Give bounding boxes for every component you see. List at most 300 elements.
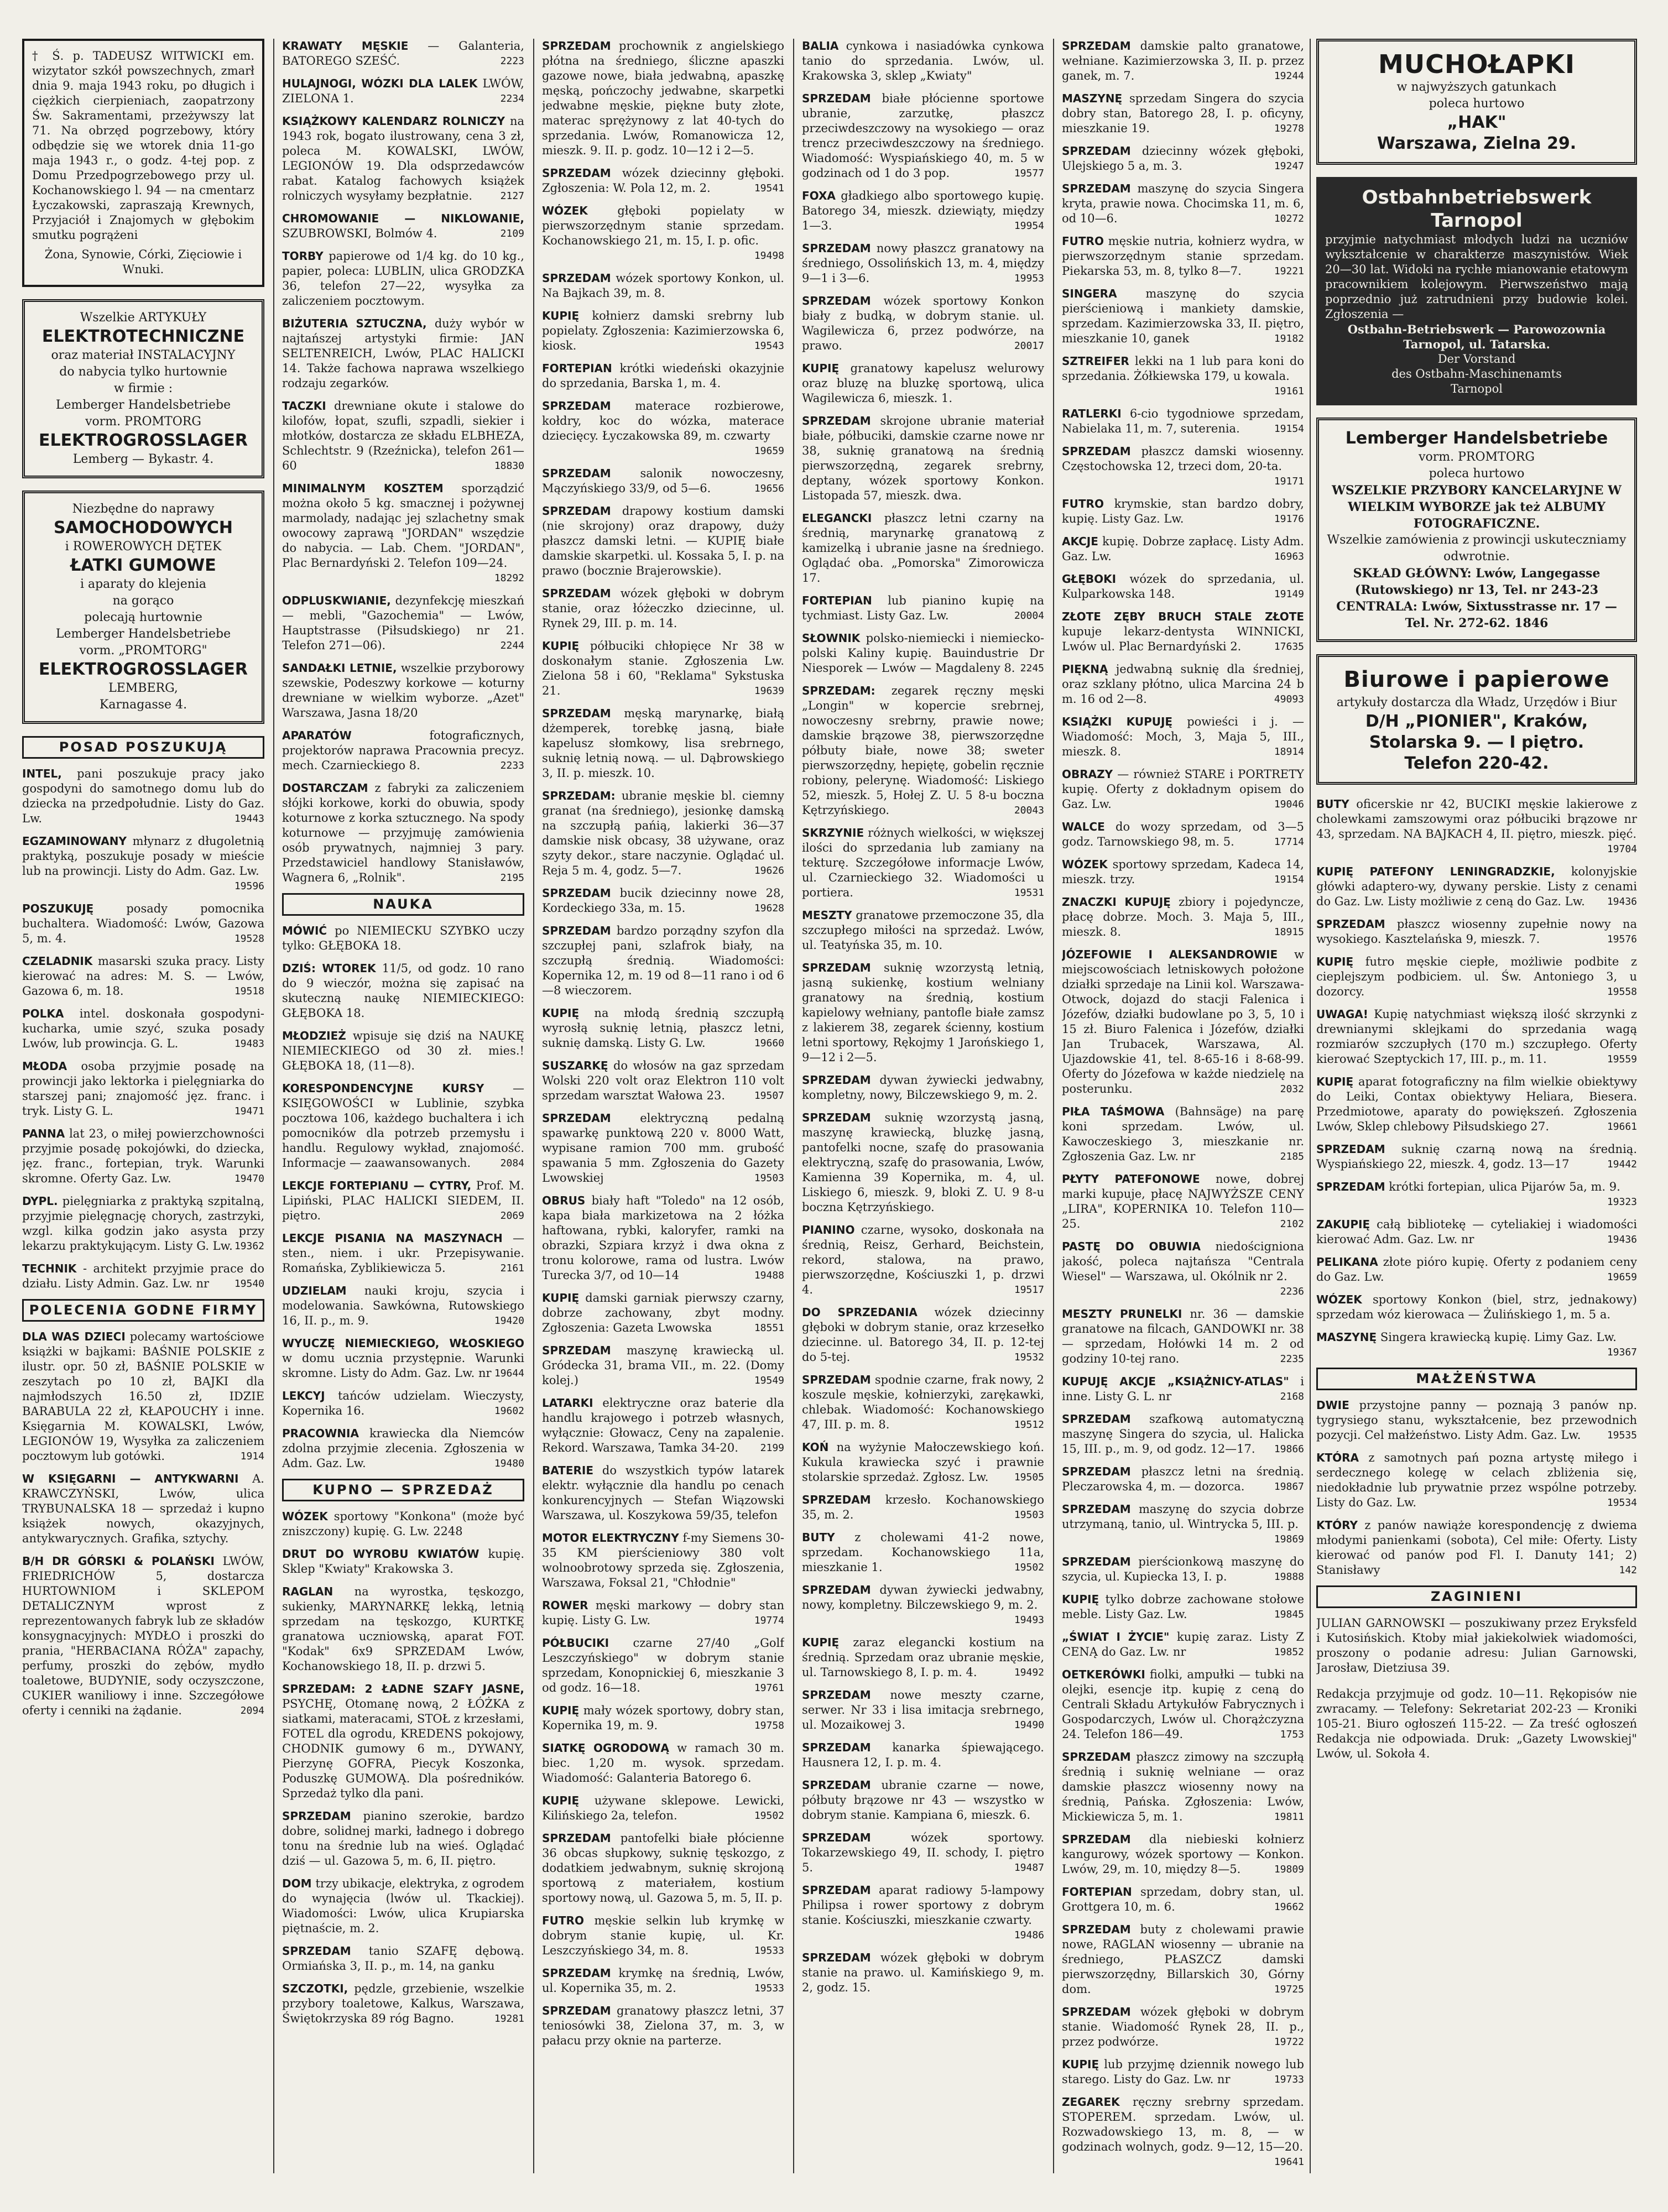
classified-ad xyxy=(802,1950,1044,1995)
ad-text: - architekt przyjmie prace do działu. Listy Admin. Gaz. Lw. nr xyxy=(22,1262,264,1290)
ad-text: białe płócienne sportowe ubranie, zarzutkę, płaszcz przeciwdeszczowy na wysokiego — oraz trencz przeciwdeszczowy na średniego. Wiadomość: Wyspiańskiego 40, m. 5 w godzinach od 1 do 3 pop. xyxy=(802,92,1044,180)
classified-ad xyxy=(22,834,264,894)
ad-number: 19532 xyxy=(1014,1352,1044,1363)
ad-keyword: AKCJE xyxy=(1062,535,1098,548)
section-zaginieni: ZAGINIENI xyxy=(1316,1585,1637,1608)
ad-keyword: KUPIĘ xyxy=(802,362,840,375)
classified-ad xyxy=(1062,1502,1304,1547)
classified-ad xyxy=(542,1703,784,1733)
column-6 xyxy=(1316,39,1637,2173)
ad-text: zbiory i pojedyncze, płacę dobrze. Moch. 3. Maja 5, III., mieszk. 8. xyxy=(1062,895,1304,938)
classified-ad xyxy=(1316,917,1637,947)
ad-number: 2234 xyxy=(500,93,524,105)
ad-keyword: SUSZARKĘ xyxy=(542,1059,608,1072)
ad-text: na młodą średnią szczupłą wyrosłą suknię letnią, płaszcz letni, suknię damską. Listy G. Lw. xyxy=(542,1006,784,1050)
ad-text: — sten., niem. i ukr. Przepisywanie. Romańska, Zyblikiewicza 5. xyxy=(282,1232,524,1275)
classified-ad xyxy=(1062,39,1304,84)
ad-text: mały wózek sportowy, dobry stan, Kopernika 19, m. 9. xyxy=(542,1704,784,1732)
display-ad-line: ŁATKI GUMOWE xyxy=(70,556,216,575)
ad-number: 2185 xyxy=(1280,1151,1304,1162)
classified-ad xyxy=(802,1110,1044,1215)
ad-number: 19602 xyxy=(494,1405,524,1417)
ad-keyword: SPRZEDAM xyxy=(542,924,611,937)
ad-keyword: SPRZEDAM xyxy=(542,166,611,180)
ad-keyword: SPRZEDAM xyxy=(282,1809,351,1823)
ad-text: męskie nutria, kołnierz wydra, w pierwszorzędnym stanie sprzedam. Piekarska 53, m. 8, tylko 8—7. xyxy=(1062,234,1304,278)
classified-ad xyxy=(1062,1412,1304,1457)
column-1 xyxy=(22,39,264,2173)
classified-ad xyxy=(1062,947,1304,1097)
ad-text: jedwabną suknię dla średniej, oraz szklany płótno, ulica Marcina 24 b m. 16 od 2—8. xyxy=(1062,662,1304,706)
ad-text: Kupię natychmiast większą ilość skrzynki z drewnianymi sklejkami do sprzedania wagą rozmiarów szczupłych (170 m.) szczupłego. Oferty kierować Szeptyckich 17, III. p., m. 11. xyxy=(1316,1008,1637,1066)
ad-keyword: BUTY xyxy=(802,1531,835,1544)
classified-ad xyxy=(802,294,1044,353)
ostbahn-title: Ostbahnbetriebswerk xyxy=(1362,186,1592,208)
ad-text: spodnie czarne, frak nowy, 2 koszule męskie, kołnierzyki, zarękawki, chlebak. Wiadomość: Kochanowskiego 47, III. p. m. 8. xyxy=(802,1373,1044,1431)
ad-number: 19533 xyxy=(754,1983,784,1994)
ad-number: 19518 xyxy=(234,985,264,997)
ad-number: 19490 xyxy=(1014,1719,1044,1731)
ad-number: 18551 xyxy=(754,1322,784,1334)
ad-number: 2069 xyxy=(500,1210,524,1222)
ad-text: fiolki, ampułki — tubki na olejki, esencje itp. kupię z ceną do Centrali Składu Artykułów Fabrycznych i Gospodarczych, Lwów ul. Chorążczyzna 24. Telefon 186—49. xyxy=(1062,1668,1304,1741)
ad-number: 19470 xyxy=(234,1173,264,1185)
ad-keyword: RAGLAN xyxy=(282,1585,333,1598)
classified-ad xyxy=(22,1472,264,1546)
ad-keyword: WÓZEK xyxy=(1316,1293,1362,1306)
ad-number: 2127 xyxy=(500,190,524,202)
ad-text: elektryczną pedalną spawarkę punktową 220 v. 8000 Watt, wypisane ramion 700 mm. grubość spawania 5 mm. Zgłoszenia do Gazety Lwowskiej xyxy=(542,1112,784,1185)
ad-keyword: SPRZEDAM xyxy=(802,961,871,974)
classified-ad xyxy=(282,1509,524,1539)
display-ad-line: SAMOCHODOWYCH xyxy=(53,518,233,538)
classified-ad xyxy=(1316,1074,1637,1134)
ad-text: drapowy kostium damski (nie skrojony) oraz drapowy, duży płaszcz damski letni. — KUPIĘ białe damskie skarpetki. ul. Kossaka 5, I. p. na prawo (bocznie Brajerowskie). xyxy=(542,504,784,577)
classified-ad xyxy=(1062,444,1304,489)
ad-number: 19281 xyxy=(494,2013,524,2025)
ad-keyword: TORBY xyxy=(282,249,324,263)
ad-text: biały haft "Toledo" na 12 osób, kapa biała markizetowa na 2 łóżka haftowana, rybki, kaloryfer, ramki na obrazki, Szpiara krzyż i dwa okna z tronu kolorowe, rama od lustra. Lwów Turecka 3/7, od 10—14 xyxy=(542,1194,784,1282)
ostbahn-ad xyxy=(1316,177,1637,405)
ad-number: 19498 xyxy=(754,250,784,262)
display-ad-line: w firmie : xyxy=(113,382,173,395)
ad-text: powieści i j. — Wiadomość: Moch, 3, Maja 5, III., mieszk. 8. xyxy=(1062,715,1304,758)
mucholapki-line: poleca hurtowo xyxy=(1429,97,1525,111)
ad-keyword: LEKCYJ xyxy=(282,1389,325,1402)
ad-keyword: UDZIELAM xyxy=(282,1284,347,1297)
ad-text: złote pióro kupię. Oferty z podaniem ceny do Gaz. Lw. xyxy=(1316,1255,1637,1284)
ad-keyword: TECHNIK xyxy=(22,1262,77,1275)
classified-ad xyxy=(282,39,524,69)
classified-ad xyxy=(1062,1374,1304,1404)
ad-keyword: TACZKI xyxy=(282,399,326,413)
classified-ad xyxy=(282,1426,524,1471)
section-nauka: NAUKA xyxy=(282,893,524,916)
classified-ad xyxy=(282,961,524,1021)
ad-text: tylko dobrze zachowane stołowe meble. Listy Gaz. Lw. xyxy=(1062,1593,1304,1621)
classified-ad xyxy=(22,1329,264,1464)
ad-number: 19323 xyxy=(1607,1196,1637,1208)
classified-ad xyxy=(802,1440,1044,1485)
ad-number: 19869 xyxy=(1274,1533,1304,1545)
ad-text: maszynę do szycia pierścieniową i mankiety damskie, sprzedam. Kazimierzowska 33, II. piętro, mieszkanie 10, ganek xyxy=(1062,287,1304,345)
ad-number: 19436 xyxy=(1607,1234,1637,1245)
ostbahn-body: przyjmie natychmiast młodych ludzi na uczniów wykształcenie w charakterze maszynistów. Wiek 20—30 lat. Widoki na rychłe mianowanie etatowym pracownikiem kolejowym. Pierwszeństwo mają poprzednio już zatrudnieni przy budowie kolei. Zgłoszenia — xyxy=(1325,233,1628,321)
classified-ad xyxy=(282,114,524,204)
display-ad-line: na gorąco xyxy=(112,594,174,608)
ad-text: papierowe od 1/4 kg. do 10 kg., papier, poleca: LUBLIN, ulica GRODZKA 36, telefon 27—22, wysyłka za zaliczeniem pocztowym. xyxy=(282,249,524,307)
ad-number: 19278 xyxy=(1274,123,1304,134)
classified-ad xyxy=(282,211,524,241)
ad-text: pantofelki białe płócienne 36 obcas słupkowy, suknię tęskozgo, z dodatkiem jedwabnym, suknię skrojoną sportową z materiałem, kostium sportowy nową, ul. Gazowa 5, m. 5, II. p. xyxy=(542,1832,784,1905)
ad-number: 19661 xyxy=(1607,1121,1637,1133)
ad-text: wózek dziecinny głęboki. Zgłoszenia: W. Pola 12, m. 2. xyxy=(542,166,784,195)
ad-keyword: MŁODZIEŻ xyxy=(282,1029,346,1042)
ad-keyword: ZEGAREK xyxy=(1062,2095,1120,2109)
ad-text: sportowy sprzedam, Kadeca 14, mieszk. trzy. xyxy=(1062,858,1304,886)
ad-keyword: SPRZEDAM xyxy=(542,39,611,53)
ad-number: 2168 xyxy=(1280,1391,1304,1402)
classified-ad xyxy=(1316,1255,1637,1285)
ad-text: drewniane okute i stalowe do kilofów, łopat, szufli, szpadli, siekier i młotków, dostarcza ze składu ELBHEZA, Schlechtstr. 9 (Rzeźnicka), telefon 261—60 xyxy=(282,399,524,472)
classified-ad xyxy=(802,1373,1044,1432)
display-ad-line: Lemberg — Bykastr. 4. xyxy=(72,452,214,466)
ad-text: męskie selkin lub krymkę w dobrym stanie kupię, ul. Kr. Leszczyńskiego 34, m. 8. xyxy=(542,1914,784,1957)
classified-ad xyxy=(1062,609,1304,654)
ad-text: prochownik z angielskiego płótna na średniego, śliczne apaszki gazowe nowe, biała jedwabną, apaszkę męską, pończochy jedwabne, skarpetki jedwabne męskie, piękne buty złote, materac sprężynowy z lat 40-tych do sprzedania. Lwów, Romanowicza 12, mieszk. 9. II. p. godz. 10—12 i 2—5. xyxy=(542,39,784,157)
ad-text: płaszcz damski wiosenny. Częstochowska 12, trzeci dom, 20-ta. xyxy=(1062,445,1304,473)
ad-keyword: ZNACZKI KUPUJĘ xyxy=(1062,895,1171,909)
ad-number: 17714 xyxy=(1274,836,1304,848)
ad-text: z fabryki za zaliczeniem słójki korkowe, korki do obuwia, spody koturnowe z korka sztucznego. Na spody koturnowe — przyjmuję zamówienia osób prywatnych, najmniej 3 pary. Przedstawiciel handlowy Stanisławów, Wagnera 6, „Rolnik". xyxy=(282,781,524,884)
ad-number: 19541 xyxy=(754,182,784,194)
ad-number: 10272 xyxy=(1274,213,1304,225)
ad-text: całą bibliotekę — cyteliakiej i wiadomości kierować Adm. Gaz. Lw. nr xyxy=(1316,1218,1637,1246)
ad-keyword: „ŚWIAT I ŻYCIE" xyxy=(1062,1630,1170,1644)
ad-text: aparat radiowy 5-lampowy Philipsa i rower sportowy z dobrym stanie. Kościuszki, mieszkanie czwarty. xyxy=(802,1884,1044,1927)
classified-ad xyxy=(282,781,524,885)
ad-keyword: KUPIĘ xyxy=(542,639,580,653)
ad-keyword: SPRZEDAM xyxy=(802,1688,871,1702)
ad-keyword: SPRZEDAM xyxy=(1316,1180,1385,1193)
obituary-signature: Żona, Synowie, Córki, Zięciowie i Wnuki. xyxy=(44,248,242,276)
ad-text: wózek sportowy Konkon, ul. Na Bajkach 39, m. 8. xyxy=(542,272,784,300)
classified-ad xyxy=(802,1493,1044,1522)
ad-text: kupuje lekarz-dentysta WINNICKI, Lwów ul. Plac Bernardyński 2. xyxy=(1062,625,1304,653)
ad-text: tańców udzielam. Wieczysty, Kopernika 16. xyxy=(282,1389,524,1417)
ad-keyword: JÓZEFOWIE I ALEKSANDROWIE xyxy=(1062,948,1278,961)
column-3 xyxy=(542,39,784,2173)
ad-keyword: FORTEPIAN xyxy=(542,362,612,375)
classified-ad xyxy=(542,1058,784,1103)
ad-text: salonik nowoczesny, Mączyńskiego 33/9, od 5—6. xyxy=(542,467,784,495)
ad-keyword: MESZTY xyxy=(802,909,852,922)
classified-ad xyxy=(1062,767,1304,812)
ad-keyword: MASZYNĘ xyxy=(1062,92,1123,105)
section-polecenia: POLECENIA GODNE FIRMY xyxy=(22,1299,264,1322)
ad-number: 19660 xyxy=(754,1037,784,1049)
ad-text: młynarz z długoletnią praktyką, poszukuje posady w mieście lub na prowincji. Listy do Adm. Gaz. Lw. xyxy=(22,834,264,878)
ad-text: nr. 36 — damskie granatowe na filcach, GANDOWKI nr. 38 — sprzedam, Hołówki 14 m. 2 od godziny 10-tej rano. xyxy=(1062,1307,1304,1365)
ad-number: 18830 xyxy=(494,460,524,472)
ad-text: bardzo porządny szyfon dla szczupłej pani, szlafrok biały, na szczupłą średnią. Wiadomości: Kopernika 12, m. 19 od 8—11 rano i od 6—8 wieczorem. xyxy=(542,924,784,997)
ad-number: 19182 xyxy=(1274,333,1304,345)
ad-keyword: PANNA xyxy=(22,1127,65,1140)
ad-text: suknię wzorzystą jasną, maszynę krawiecką, bluzkę jasną, pantofelki nocne, szafę do prasowania elektryczną, szafę do prasowania, Lwów, Kamienna 39 Kopernika, m. 4, ul. Liskiego 6, mieszk. 9, bloki Z. U. 9 8-u boczna Kętrzyńskiego. xyxy=(802,1111,1044,1214)
ad-keyword: SPRZEDAM xyxy=(542,1966,611,1980)
ad-keyword: FUTRO xyxy=(1062,234,1104,248)
ad-keyword: SPRZEDAM xyxy=(802,1778,871,1792)
ad-keyword: KUPIĘ xyxy=(542,1794,580,1807)
classified-ad xyxy=(1316,954,1637,999)
ad-text: krótki fortepian, ulica Pijarów 5a, m. 9. xyxy=(1389,1180,1620,1193)
ad-text: gładkiego albo sportowego kupię. Batorego 34, mieszk. dziewiąty, między 1—3. xyxy=(802,189,1044,232)
ad-text: — KSIĘGOWOŚCI w Lublinie, szybka pocztowa 106, każdego buchaltera i ich pomocników dla potrzeb przemysłu i handlu. Regulowy wykład, znajomość. Informacje — zaawansowanych. xyxy=(282,1082,524,1170)
ad-text: przystojne panny — poznają 3 panów np. tygrysiego stanu, wykształcenie, bez przewodnich pozycji. Cel małżeństwo. Listy Adm. Gaz. Lw. xyxy=(1316,1399,1637,1442)
ad-number: 19443 xyxy=(234,813,264,825)
ad-number: 19540 xyxy=(234,1278,264,1290)
display-ad-line: Wszelkie ARTYKUŁY xyxy=(80,311,207,325)
ad-text: płaszcz zimowy na szczupłą średnią i suknię welniane — oraz damskie płaszcz wiosenny nowy na średnią, Pańska. Zgłoszenia: Lwów, Mickiewicza 5, m. 1. xyxy=(1062,1750,1304,1823)
classified-ad xyxy=(802,1688,1044,1733)
classified-ad xyxy=(282,481,524,586)
ad-keyword: PRACOWNIA xyxy=(282,1427,359,1440)
ad-keyword: CHROMOWANIE — NIKLOWANIE, xyxy=(282,212,524,225)
ad-number: 19154 xyxy=(1274,423,1304,435)
ad-text: granatowy płaszcz letni, 37 teniosówki 38, Zielona 37, m. 3, w pałacu przy oknie na parterze. xyxy=(542,2004,784,2047)
ad-text: fotograficznych, projektorów naprawa Pracownia precyz. mech. Czarnieckiego 8. xyxy=(282,729,524,772)
ad-text: na 1943 rok, bogato ilustrowany, cena 3 zł, poleca M. KOWALSKI, LWÓW, LEGIONÓW 19. Dla odsprzedawców rabat. Katalog fachowych książek rolniczych wysyłamy bezpłatnie. xyxy=(282,114,524,202)
classified-ad xyxy=(282,249,524,309)
ad-number: 19733 xyxy=(1274,2074,1304,2085)
ad-keyword: SPRZEDAM: xyxy=(542,789,616,802)
column-rule xyxy=(273,39,274,2173)
obituary-notice xyxy=(22,39,264,287)
classified-ad xyxy=(1316,1518,1637,1578)
lemberger-line: poleca hurtowo xyxy=(1429,467,1525,481)
classified-ad xyxy=(1062,1750,1304,1824)
ad-keyword: POLKA xyxy=(22,1007,64,1020)
ad-text: buty z cholewami prawie nowe, RAGLAN wiosenny — ubranie na średniego, PŁASZCZ damski pierwszorzędny, Billarskich 30, Górny dom. xyxy=(1062,1923,1304,1996)
ad-text: używane sklepowe. Lewicki, Kilińskiego 2a, telefon. xyxy=(542,1794,784,1822)
ad-number: 19596 xyxy=(234,880,264,892)
classified-ad xyxy=(802,414,1044,503)
ad-number: 19774 xyxy=(754,1615,784,1626)
ad-text: pierścionkową maszynę do szycia, ul. Kupiecka 13, I. p. xyxy=(1062,1555,1304,1583)
ad-number: 19533 xyxy=(754,1945,784,1957)
classified-ad xyxy=(282,1029,524,1073)
ad-text: krymskie, stan bardzo dobry, kupię. Listy Gaz. Lw. xyxy=(1062,497,1304,525)
ad-number: 19953 xyxy=(1014,273,1044,284)
ad-text: i inne. Listy G. L. nr xyxy=(1062,1375,1304,1403)
ad-keyword: ZAKUPIĘ xyxy=(1316,1218,1370,1231)
ad-keyword: KUPIĘ xyxy=(1316,1075,1354,1088)
ad-text: zegarek ręczny męski „Longin" w kopercie srebrnej, nowoczesny srebrny, prawie nowe; damskie brązowe 38, pierwszorzędne półbuty białe, nowe 38; sweter pierwszorzędny, hepiętę, gobelin ręcznie robiony, pelerynę. Wiadomość: Liskiego 52, mieszk. 5, Hołej Z. U. 5 8-u boczna Kętrzyńskiego. xyxy=(802,684,1044,817)
ad-text: pielęgniarka z praktyką szpitalną, przyjmie pielęgnację chorych, zastrzyki, wzgl. kilka godzin jako asysta przy lekarzu praktykującym. Listy G. Lw. xyxy=(22,1194,264,1253)
ad-number: 19761 xyxy=(754,1682,784,1694)
column-3-ads xyxy=(542,39,784,2048)
ad-keyword: SPRZEDAM xyxy=(1062,1503,1131,1516)
ad-number: 19659 xyxy=(754,445,784,457)
ad-text: wózek głęboki w dobrym stanie. Wiadomość Rynek 28, II. p., przez podwórze. xyxy=(1062,2005,1304,2048)
ad-keyword: SPRZEDAM xyxy=(1062,182,1131,195)
ad-text: PSYCHĘ, Otomanę nową, 2 ŁÓŻKA z siatkami, materacami, STOŁ z krzesłami, FOTEL dla ogrodu, KREDENS pokojowy, CHODNIK gumowy 6 m., DYWANY, Pierzynę GOFRA, Piecyk Koszonka, Poduszkę GUMOWĄ. Dla pośredników. Sprzedaż tylko dla pani. xyxy=(282,1697,524,1800)
ad-keyword: ODPLUSKWIANIE, xyxy=(282,594,391,607)
ad-text: Prof. M. Lipiński, PLAC HALICKI SIEDEM, II. piętro. xyxy=(282,1179,524,1222)
ad-keyword: BATERIE xyxy=(542,1464,593,1477)
classified-ad xyxy=(542,1531,784,1590)
ad-number: 19866 xyxy=(1274,1443,1304,1455)
ad-text: po NIEMIECKU SZYBKO uczy tylko: GŁĘBOKA 18. xyxy=(282,924,524,952)
classified-ad xyxy=(1062,895,1304,940)
classified-ad xyxy=(282,1284,524,1328)
display-ad-line: Lemberger Handelsbetriebe xyxy=(55,627,231,641)
ad-keyword: KUPUJĘ AKCJE „KSIĄŻNICY-ATLAS" xyxy=(1062,1375,1289,1388)
ad-keyword: KUPIĘ xyxy=(802,1636,840,1649)
classified-ad xyxy=(22,1194,264,1254)
classified-ad xyxy=(1062,91,1304,136)
classified-ad xyxy=(802,1305,1044,1365)
ad-number: 19543 xyxy=(754,340,784,352)
classified-ad xyxy=(1062,1239,1304,1299)
ad-keyword: SPRZEDAM xyxy=(1062,1750,1131,1764)
classified-ad xyxy=(802,1883,1044,1943)
ad-text: lat 23, o miłej powierzchowności przyjmie posadę pokojówki, do dziecka, jęz. franc., fortepian, tryk. Warunki skromne. Oferty Gaz. Lw. xyxy=(22,1127,264,1185)
ad-number: 2084 xyxy=(500,1157,524,1169)
classified-ad xyxy=(282,1876,524,1936)
ad-keyword: SPRZEDAM xyxy=(1316,1142,1385,1156)
classified-ad xyxy=(1062,286,1304,346)
ad-number: 19149 xyxy=(1274,588,1304,600)
ad-number: 16963 xyxy=(1274,551,1304,562)
classified-ad xyxy=(542,886,784,916)
ad-text: kupię. Sklep "Kwiaty" Krakowska 3. xyxy=(282,1547,524,1575)
zaginieni-notice: JULIAN GARNOWSKI — poszukiwany przez Eryksfeld i Kutosińskich. Ktoby miał jakiekolwiek wiadomości, proszony o podanie adresu: Julian Garnowski, Jarosław, Dietziusa 39. xyxy=(1316,1616,1637,1674)
ad-text: sportowy Konkon (biel, strz, jednakowy) sprzedam wóz kierowaca — Żulińskiego 1, m. 5 a. xyxy=(1316,1293,1637,1321)
classified-ad xyxy=(282,728,524,773)
classified-ad xyxy=(1316,864,1637,909)
ad-keyword: FORTEPIAN xyxy=(1062,1885,1132,1898)
ad-number: 17635 xyxy=(1274,641,1304,653)
ad-number: 2195 xyxy=(500,872,524,884)
ad-keyword: DWIE xyxy=(1316,1399,1349,1412)
classified-ad xyxy=(542,309,784,353)
column-6-ads xyxy=(1316,797,1637,1360)
ad-number: 19725 xyxy=(1274,1984,1304,1995)
ad-number: 2245 xyxy=(1020,662,1044,674)
ad-keyword: SPRZEDAM xyxy=(802,92,871,105)
ad-number: 19641 xyxy=(1274,2156,1304,2168)
classified-ad xyxy=(282,1178,524,1223)
ad-keyword: SPRZEDAM xyxy=(1062,1833,1131,1846)
ostbahn-city: Tarnopol xyxy=(1431,210,1523,232)
display-ad-line: polecają hurtownie xyxy=(84,611,202,624)
classified-ad xyxy=(542,1193,784,1283)
classified-ad xyxy=(1062,1172,1304,1232)
obituary-text: † Ś. p. TADEUSZ WITWICKI em. wizytator szkół powszechnych, zmarł dnia 9. maja 1943 roku, po długich i ciężkich cierpieniach, zaopatrzony Św. Sakramentami, przeżywszy lat 71. Na obrzęd pogrzebowy, który odbędzie się we wtorek dnia 11-go maja 1943 r., o godz. 4-tej pop. z Domu Przedpogrzebowego przy ul. Kochanowskiego l. 94 — na cmentarz Łyczakowski, zapraszają Krewnych, Przyjaciół i Znajomych w głębokim smutku pogrążeni xyxy=(32,49,254,242)
classified-ad xyxy=(542,1741,784,1786)
classified-ad xyxy=(282,1981,524,2026)
classified-ad xyxy=(542,1291,784,1335)
ad-keyword: FOXA xyxy=(802,189,836,202)
ad-keyword: SPRZEDAM xyxy=(1062,39,1131,53)
classified-ad xyxy=(282,76,524,106)
section-kupno: KUPNO — SPRZEDAŻ xyxy=(282,1479,524,1501)
ad-text: kołnierz damski srebrny lub popielaty. Zgłoszenia: Kazimierzowska 6, kiosk. xyxy=(542,309,784,352)
ad-text: nowy płaszcz granatowy na średniego, Ossolińskich 13, m. 4, między 9—1 i 3—6. xyxy=(802,242,1044,285)
ad-keyword: BALIA xyxy=(802,39,839,53)
mucholapki-title: MUCHOŁAPKI xyxy=(1378,49,1576,79)
ad-text: ubranie czarne — nowe, półbuty brązowe nr 43 — wszystko w dobrym stanie. Kampiana 6, mieszk. 6. xyxy=(802,1778,1044,1822)
classified-ad xyxy=(1316,1451,1637,1510)
classified-ad xyxy=(282,1336,524,1381)
ad-text: nauki kroju, szycia i modelowania. Sawkówna, Rutowskiego 16, II. p., m. 9. xyxy=(282,1284,524,1327)
ad-number: 19639 xyxy=(754,685,784,697)
ad-number: 19512 xyxy=(1014,1419,1044,1431)
column-rule xyxy=(533,39,534,2173)
classified-ad xyxy=(282,1584,524,1674)
classified-ad xyxy=(1062,1554,1304,1584)
classified-ad xyxy=(542,166,784,196)
column-2 xyxy=(282,39,524,2173)
ad-number: 19507 xyxy=(754,1090,784,1102)
ad-keyword: SPRZEDAM xyxy=(802,1073,871,1087)
ad-number: 19483 xyxy=(234,1038,264,1050)
ad-number: 19659 xyxy=(1607,1271,1637,1283)
ad-number: 19535 xyxy=(1607,1430,1637,1441)
classified-ad xyxy=(802,1073,1044,1103)
biurowe-ad xyxy=(1316,654,1637,785)
ad-text: męską marynarkę, białą dżemperek, torebkę jasną, białe kapelusz słomkowy, lisa srebrnego, suknię letnią nową. — ul. Dąbrowskiego 3, II. p. mieszk. 10. xyxy=(542,707,784,780)
classified-ad xyxy=(1062,181,1304,226)
ad-keyword: WÓZEK xyxy=(1062,858,1108,871)
ad-number: 19852 xyxy=(1274,1646,1304,1658)
ad-text: wpisuje się dziś na NAUKĘ NIEMIECKIEGO od 30 zł. mies.! GŁĘBOKA 18, (11—8). xyxy=(282,1029,524,1072)
ad-number: 19471 xyxy=(234,1105,264,1117)
ad-number: 2032 xyxy=(1280,1083,1304,1095)
ad-number: 19559 xyxy=(1607,1053,1637,1065)
ad-text: głęboki popielaty w pierwszorzędnym stanie sprzedam. Kochanowskiego 21, m. 15, I. p. ofic. xyxy=(542,204,784,247)
ad-keyword: OBRAZY xyxy=(1062,768,1113,781)
ad-keyword: KUPIĘ xyxy=(1062,1593,1099,1606)
column-5-ads xyxy=(1062,39,1304,2169)
ad-text: — Galanteria, BATOREGO SZEŚĆ. xyxy=(282,39,524,67)
ad-number: 19247 xyxy=(1274,160,1304,172)
ad-number: 19493 xyxy=(1014,1614,1044,1626)
classified-ad xyxy=(542,1396,784,1455)
ad-number: 19577 xyxy=(1014,168,1044,179)
ad-keyword: SPRZEDAM xyxy=(802,1884,871,1897)
ad-number: 18292 xyxy=(494,572,524,584)
classified-ad xyxy=(22,1126,264,1186)
ad-keyword: KUPIĘ xyxy=(542,1291,580,1305)
classified-ad xyxy=(282,924,524,953)
ad-number: 19517 xyxy=(1014,1284,1044,1296)
ad-keyword: SINGERA xyxy=(1062,287,1117,300)
ad-text: dywan żywiecki jedwabny, nowy, kompletny. Bilczewskiego 9, m. 2. xyxy=(802,1583,1044,1611)
ad-number: 19502 xyxy=(754,1810,784,1822)
ad-number: 19811 xyxy=(1274,1811,1304,1823)
ad-number: 19503 xyxy=(754,1172,784,1184)
classified-ad xyxy=(1316,1180,1637,1209)
ad-text: granatowe przemoczone 35, dla szczupłego miłości na sprzedaż. Lwów, ul. Teatyńska 35, m. 10. xyxy=(802,909,1044,952)
ad-keyword: KUPIĘ xyxy=(542,1704,580,1717)
classified-ad xyxy=(542,204,784,263)
ad-text: duży wybór w najtańszej artystyki firmie: JAN SELTENREICH, Lwów, PLAC HALICKI 14. Także fachowa naprawa wszelkiego rodzaju zegarków. xyxy=(282,317,524,390)
ad-number: 19531 xyxy=(1014,887,1044,899)
classified-ad xyxy=(802,1635,1044,1680)
ad-text: polecamy wartościowe książki w bajkami: BAŚNIE POLSKIE z ilustr. opr. 50 zł, BAŚNIE POLSKIE w zeszytach po 10 zł, BAJKI dla najmłodszych 16.50 zł, IDZIE BARABULA 22 zł, KŁAPOUCHY i inne. Księgarnia M. KOWALSKI, Lwów, LEGIONÓW 19, Wysyłka za zaliczeniem pocztowym lub gotówki. xyxy=(22,1330,264,1463)
